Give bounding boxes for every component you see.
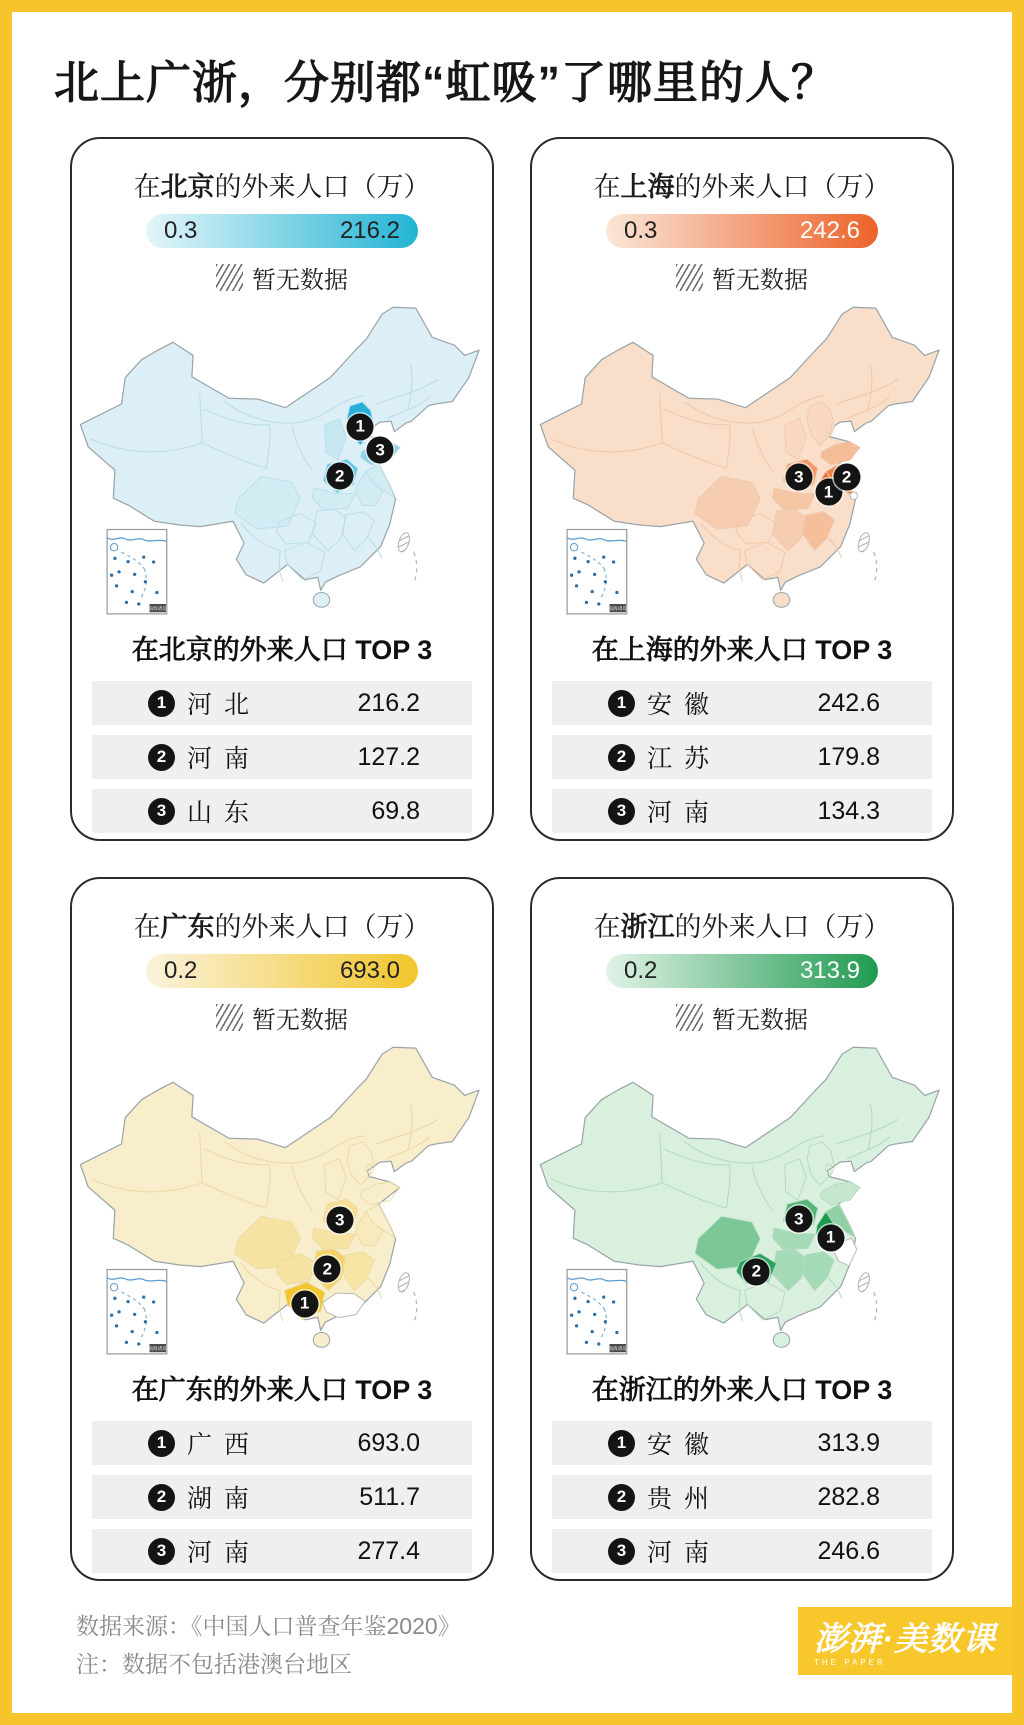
rank-badge: 3 — [608, 1538, 635, 1565]
legend-nodata — [532, 260, 952, 295]
china-map — [76, 297, 488, 618]
row-value: 134.3 — [817, 796, 880, 825]
row-value: 179.8 — [817, 742, 880, 771]
map-marker-2: 2 — [314, 1256, 341, 1283]
footer — [76, 1607, 1012, 1683]
table-row — [552, 1475, 932, 1519]
legend-max-label: 242.6 — [799, 217, 860, 244]
table-row — [552, 1421, 932, 1465]
map-marker-3: 3 — [367, 437, 394, 464]
legend-nodata — [532, 1000, 952, 1035]
hainan-island — [313, 1332, 329, 1347]
nodata-label: 暂无数据 — [252, 267, 348, 294]
panel-title: 在北京的外来人口（万） — [133, 172, 431, 202]
inset-label: 南海诸岛 — [148, 1346, 167, 1352]
nodata-label: 暂无数据 — [712, 267, 808, 294]
source-note-block — [76, 1607, 461, 1683]
maritime-dash-line — [414, 552, 417, 583]
taiwan-island-hatched — [856, 1271, 871, 1293]
row-province: 湖南 — [187, 1485, 262, 1513]
hainan-island — [313, 592, 329, 607]
city-name: 上海 — [620, 172, 675, 202]
legend-min-label: 0.2 — [624, 957, 658, 984]
hatch-swatch-icon — [216, 1004, 243, 1031]
row-value: 246.6 — [817, 1536, 880, 1565]
legend-min-label: 0.2 — [164, 957, 198, 984]
map-marker-1: 1 — [347, 413, 374, 440]
maritime-dash-line — [414, 1292, 417, 1323]
publisher-logo — [798, 1607, 1012, 1675]
china-map — [536, 297, 948, 618]
inset-label: 南海诸岛 — [608, 1346, 627, 1352]
city-name: 浙江 — [620, 912, 675, 942]
hainan-island — [773, 592, 789, 607]
row-value: 69.8 — [371, 796, 420, 825]
china-map — [76, 1037, 488, 1358]
table-row — [552, 789, 932, 833]
table-row — [552, 1529, 932, 1573]
map-marker-1: 1 — [817, 1224, 844, 1251]
rank-badge: 2 — [148, 1484, 175, 1511]
legend-gradient-bar — [146, 954, 418, 988]
hatch-swatch-icon — [676, 264, 703, 291]
legend-max-label: 313.9 — [799, 957, 860, 984]
taiwan-island-hatched — [856, 531, 871, 553]
legend-gradient-bar — [146, 214, 418, 248]
logo-subtext: THE PAPER — [814, 1658, 886, 1667]
nodata-label: 暂无数据 — [712, 1007, 808, 1034]
hatch-swatch-icon — [676, 1004, 703, 1031]
city-name: 广东 — [160, 912, 215, 942]
legend-gradient-bar — [606, 214, 878, 248]
top3-table — [72, 681, 492, 833]
row-province: 广西 — [187, 1431, 262, 1459]
table-row — [92, 681, 472, 725]
row-value: 277.4 — [357, 1536, 420, 1565]
nodata-label: 暂无数据 — [252, 1007, 348, 1034]
rank-badge: 2 — [608, 1484, 635, 1511]
rank-badge: 1 — [148, 1430, 175, 1457]
rank-badge: 1 — [608, 690, 635, 717]
top3-table — [72, 1421, 492, 1573]
row-province: 安徽 — [647, 1431, 722, 1459]
rank-badge: 1 — [148, 690, 175, 717]
rank-badge: 2 — [148, 744, 175, 771]
city-name: 北京 — [160, 172, 215, 202]
row-value: 313.9 — [817, 1428, 880, 1457]
row-value: 127.2 — [357, 742, 420, 771]
row-province: 山东 — [187, 799, 262, 827]
row-province: 河北 — [187, 691, 262, 719]
table-row — [92, 789, 472, 833]
legend-nodata — [72, 260, 492, 295]
hatch-swatch-icon — [216, 264, 243, 291]
legend-max-label: 693.0 — [339, 957, 400, 984]
map-marker-2: 2 — [326, 463, 353, 490]
row-value: 511.7 — [359, 1482, 420, 1511]
row-province: 河南 — [647, 1539, 722, 1567]
legend-min-label: 0.3 — [624, 217, 658, 244]
row-value: 242.6 — [817, 688, 880, 717]
taiwan-island-hatched — [396, 1271, 411, 1293]
table-title: 在广东的外来人口 TOP 3 — [131, 1375, 433, 1405]
panel-guangdong — [70, 877, 494, 1581]
table-row — [92, 1421, 472, 1465]
china-map — [536, 1037, 948, 1358]
legend-nodata — [72, 1000, 492, 1035]
panels-grid — [12, 137, 1012, 1581]
map-marker-3: 3 — [326, 1207, 353, 1234]
panel-title: 在广东的外来人口（万） — [133, 912, 431, 942]
rank-badge: 1 — [608, 1430, 635, 1457]
shanghai-cutout — [850, 492, 857, 499]
row-value: 693.0 — [357, 1428, 420, 1457]
south-china-sea-inset — [567, 530, 627, 614]
legend-max-label: 216.2 — [339, 217, 400, 244]
data-source-text: 数据来源：《中国人口普查年鉴2020》 — [76, 1613, 461, 1639]
map-marker-1: 1 — [815, 479, 842, 506]
table-row — [92, 735, 472, 779]
rank-badge: 3 — [148, 798, 175, 825]
data-note-text: 注：数据不包括港澳台地区 — [76, 1651, 352, 1677]
row-province: 河南 — [187, 745, 262, 773]
legend-min-label: 0.3 — [164, 217, 198, 244]
inset-label: 南海诸岛 — [148, 606, 167, 612]
table-row — [552, 735, 932, 779]
panel-zhejiang — [530, 877, 954, 1581]
south-china-sea-inset — [567, 1270, 627, 1354]
rank-badge: 3 — [608, 798, 635, 825]
map-marker-1: 1 — [291, 1290, 318, 1317]
map-marker-2: 2 — [743, 1258, 770, 1285]
table-row — [92, 1475, 472, 1519]
row-province: 安徽 — [647, 691, 722, 719]
maritime-dash-line — [874, 1292, 877, 1323]
panel-beijing — [70, 137, 494, 841]
row-province: 贵州 — [647, 1485, 722, 1513]
panel-title: 在上海的外来人口（万） — [593, 172, 891, 202]
page-title: 北上广浙，分别都“虹吸”了哪里的人？ — [54, 57, 838, 108]
logo-text: 澎湃·美数课 — [814, 1620, 996, 1657]
row-province: 河南 — [647, 799, 722, 827]
inset-label: 南海诸岛 — [608, 606, 627, 612]
top3-table — [532, 1421, 952, 1573]
table-title: 在浙江的外来人口 TOP 3 — [591, 1375, 893, 1405]
panel-title: 在浙江的外来人口（万） — [593, 912, 891, 942]
legend-gradient-bar — [606, 954, 878, 988]
south-china-sea-inset — [107, 1270, 167, 1354]
hainan-island — [773, 1332, 789, 1347]
row-province: 河南 — [187, 1539, 262, 1567]
top3-table — [532, 681, 952, 833]
south-china-sea-inset — [107, 530, 167, 614]
rank-badge: 3 — [148, 1538, 175, 1565]
table-row — [92, 1529, 472, 1573]
table-title: 在上海的外来人口 TOP 3 — [591, 635, 893, 665]
row-value: 282.8 — [817, 1482, 880, 1511]
map-marker-3: 3 — [785, 1206, 812, 1233]
table-row — [552, 681, 932, 725]
rank-badge: 2 — [608, 744, 635, 771]
panel-shanghai — [530, 137, 954, 841]
row-province: 江苏 — [647, 745, 722, 773]
taiwan-island-hatched — [396, 531, 411, 553]
maritime-dash-line — [874, 552, 877, 583]
table-title: 在北京的外来人口 TOP 3 — [131, 635, 433, 665]
map-marker-3: 3 — [785, 464, 812, 491]
row-value: 216.2 — [357, 688, 420, 717]
map-marker-2: 2 — [833, 464, 860, 491]
